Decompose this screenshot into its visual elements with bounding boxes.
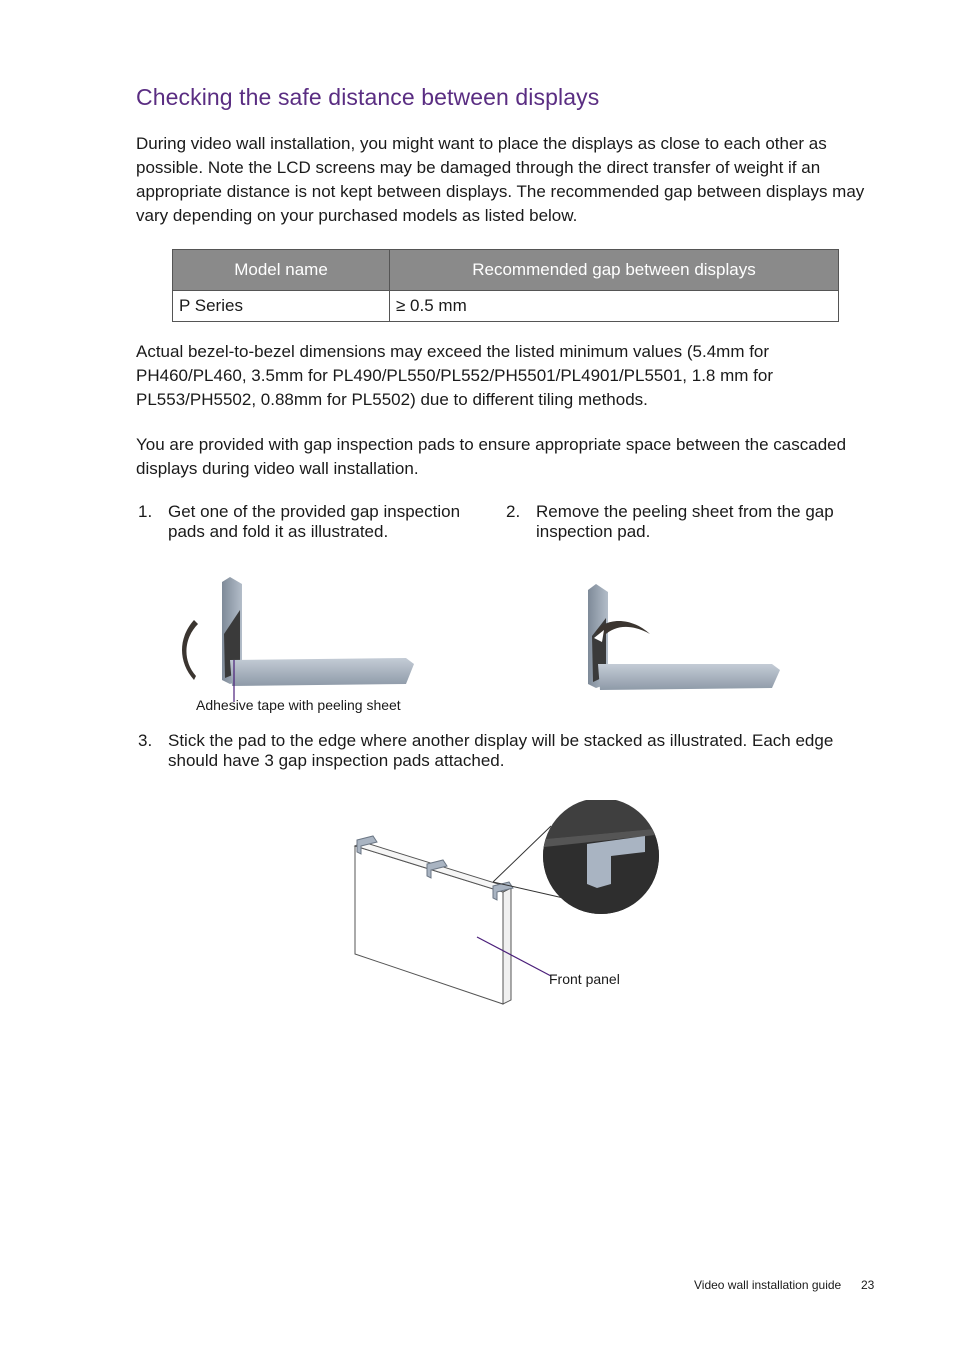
table-cell-gap: ≥ 0.5 mm: [390, 291, 839, 322]
step-1-line-1: Get one of the provided gap inspection: [168, 502, 461, 521]
pad-horizontal-base: [598, 664, 780, 690]
adhesive-caption: Adhesive tape with peeling sheet: [196, 697, 401, 713]
step-1: [138, 502, 488, 546]
step-1-number: 1.: [138, 502, 153, 521]
step-1-line-2: pads and fold it as illustrated.: [168, 522, 389, 541]
step-2: [506, 502, 866, 546]
step-2-number: 2.: [506, 502, 521, 521]
gap-table: [172, 249, 839, 322]
step-3-line-1: Stick the pad to the edge where another display will be stacked as illustrated. Each edge: [168, 731, 834, 750]
folded-pad-illustration: [170, 572, 430, 702]
table-header-row: [173, 250, 839, 291]
peeling-pad-illustration: [580, 580, 800, 700]
bezel-note-paragraph: Actual bezel-to-bezel dimensions may exceed the listed minimum values (5.4mm for PH460/PL460, 3.5mm for PL490/PL550/PL552/PH5501/PL4901/PL5501, 1.8 mm for PL553/PH5502, 0.88mm for PL5502) due to different tiling methods.: [136, 342, 773, 409]
step-3: [138, 731, 878, 775]
zoom-detail-circle: [535, 800, 675, 920]
table-row: [173, 291, 839, 322]
table-header-model: Model name: [173, 250, 390, 291]
page-title: Checking the safe distance between displays: [136, 84, 600, 110]
step-2-line-2: inspection pad.: [536, 522, 651, 541]
step-3-number: 3.: [138, 731, 153, 750]
front-panel-caption: Front panel: [549, 971, 620, 987]
intro-paragraph: During video wall installation, you might want to place the displays as close to each other as possible. Note the LCD screens may be damaged through the direct transfer of weight if an appropriate distance is not kept between displays. The recommended gap between displays may vary depending on your purchased models as listed below.: [136, 134, 865, 225]
fold-arrow-icon: [182, 620, 198, 680]
pad-horizontal-base: [230, 658, 414, 686]
zoom-line-top: [493, 826, 551, 882]
table-header-gap: Recommended gap between displays: [390, 250, 839, 291]
step-2-line-1: Remove the peeling sheet from the gap: [536, 502, 834, 521]
table-cell-model: P Series: [173, 291, 390, 322]
page-number: 23: [861, 1278, 875, 1292]
footer-title: Video wall installation guide: [694, 1278, 842, 1292]
step-3-line-2: should have 3 gap inspection pads attached.: [168, 751, 505, 770]
pads-note-paragraph: You are provided with gap inspection pads to ensure appropriate space between the cascaded displays during video wall installation.: [136, 435, 847, 478]
